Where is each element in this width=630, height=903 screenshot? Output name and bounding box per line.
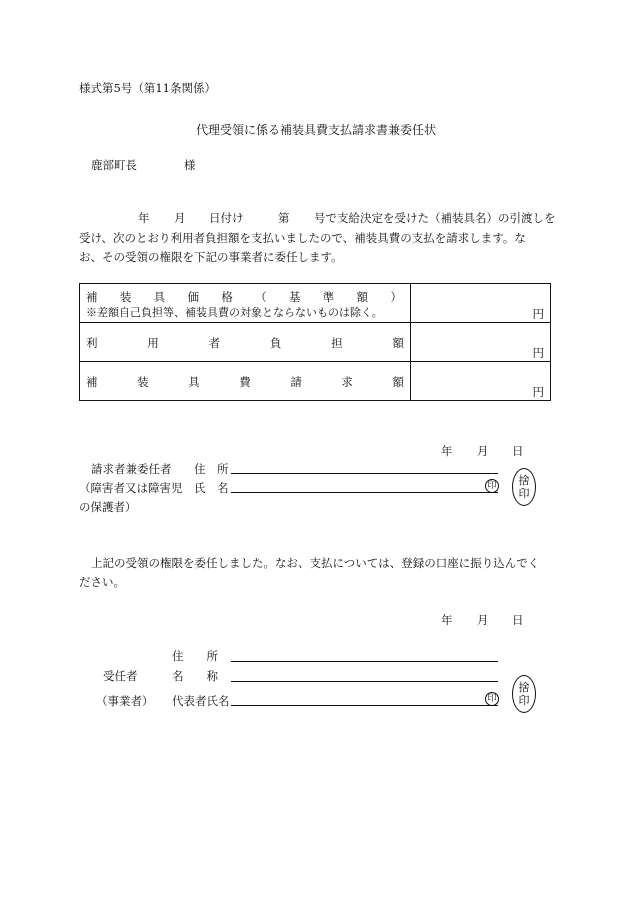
row-label-user-burden — [86, 335, 404, 351]
agent-address-label: 住 所 — [172, 649, 218, 663]
row-label-char: 格 — [221, 290, 233, 304]
seal-mark: 印 — [485, 479, 499, 493]
table-row — [80, 362, 551, 401]
stamp-bottom-char: 印 — [518, 487, 530, 500]
para1-year: 年 — [138, 211, 150, 225]
agent-rep-label: 代表者氏名 — [172, 694, 230, 708]
row-label-char: 費 — [239, 375, 251, 389]
para2-line2: ださい。 — [79, 575, 125, 589]
agent-address-field[interactable] — [231, 661, 498, 662]
document-title: 代理受領に係る補装具費支払請求書兼委任状 — [196, 123, 437, 137]
row-label-char: 基 — [288, 290, 301, 304]
row-label-char: 補 — [86, 375, 98, 389]
date2-day: 日 — [512, 613, 524, 627]
row-label-char: 額 — [392, 375, 404, 389]
para1-day: 日付け — [209, 211, 244, 225]
para2-line1: 上記の受領の権限を委任しました。なお、支払については、登録の口座に振り込んでく — [91, 556, 540, 570]
row-label-char: 具 — [153, 290, 166, 304]
date2-year: 年 — [441, 613, 453, 627]
row-label-char: 額 — [392, 336, 404, 350]
agent-name-field[interactable] — [231, 681, 498, 682]
row-label-char: 準 — [322, 290, 335, 304]
addressee: 鹿部町長 — [91, 158, 137, 172]
stamp-top-char: 捨 — [518, 474, 530, 487]
date1-month: 月 — [477, 444, 489, 458]
para1-line1: 号で支給決定を受けた（補装具名）の引渡しを — [314, 211, 556, 225]
seal-mark: 印 — [485, 692, 499, 706]
date1-year: 年 — [441, 444, 453, 458]
honorific: 様 — [184, 158, 196, 172]
row-label-char: 担 — [331, 336, 343, 350]
stamp-bottom-char: 印 — [518, 694, 530, 707]
row-label-char: （ — [255, 290, 267, 304]
claimant-label: 請求者兼委任者 — [91, 462, 172, 476]
agent-name-label: 名 称 — [172, 669, 218, 683]
sute-in-stamp — [512, 675, 536, 713]
row-label-char: 装 — [137, 375, 149, 389]
row-note: ※差額自己負担等、補装具費の対象とならないものは除く。 — [86, 306, 383, 319]
agent-rep-field[interactable] — [231, 705, 498, 706]
row-label-char: 利 — [86, 336, 98, 350]
claimant-name-label: 氏 名 — [194, 481, 229, 495]
row-label-claim-amount — [86, 374, 404, 390]
row-label-char: 具 — [188, 375, 200, 389]
row-label-char: 請 — [290, 375, 302, 389]
unit-yen: 円 — [532, 346, 544, 360]
claimant-name-field[interactable] — [231, 492, 498, 493]
para1-line2: 受け、次のとおり利用者負担額を支払いましたので、補装具費の支払を請求します。な — [79, 231, 526, 245]
date2-month: 月 — [477, 613, 489, 627]
form-number: 様式第5号（第11条関係） — [79, 81, 216, 95]
unit-yen: 円 — [532, 307, 544, 321]
agent-label: 受任者 — [103, 669, 138, 683]
para1-dai: 第 — [278, 211, 290, 225]
unit-yen: 円 — [532, 385, 544, 399]
stamp-top-char: 捨 — [518, 681, 530, 694]
table-row — [80, 284, 551, 323]
row-label-char: 価 — [187, 290, 199, 304]
date1-day: 日 — [512, 444, 524, 458]
agent-sublabel: （事業者） — [96, 694, 154, 708]
claimant-address-field[interactable] — [231, 473, 498, 474]
sute-in-stamp — [512, 468, 536, 506]
row-label-char: 額 — [356, 290, 369, 304]
claimant-sublabel-2: の保護者） — [79, 500, 137, 514]
row-label-char: ） — [390, 290, 402, 304]
claimant-sublabel: （障害者又は障害児 — [79, 481, 183, 495]
claimant-address-label: 住 所 — [194, 462, 229, 476]
row-label-char: 補 — [86, 290, 98, 304]
para1-line3: お、その受領の権限を下記の事業者に委任します。 — [79, 250, 343, 264]
row-label-char: 者 — [208, 336, 221, 350]
amount-table — [79, 283, 551, 401]
row-label-char: 求 — [341, 375, 353, 389]
row-label-char: 装 — [119, 290, 132, 304]
para1-month: 月 — [174, 211, 186, 225]
row-label-char: 用 — [147, 336, 159, 350]
row-label-char: 負 — [269, 336, 282, 350]
row-label-price — [86, 289, 402, 305]
table-row — [80, 323, 551, 362]
